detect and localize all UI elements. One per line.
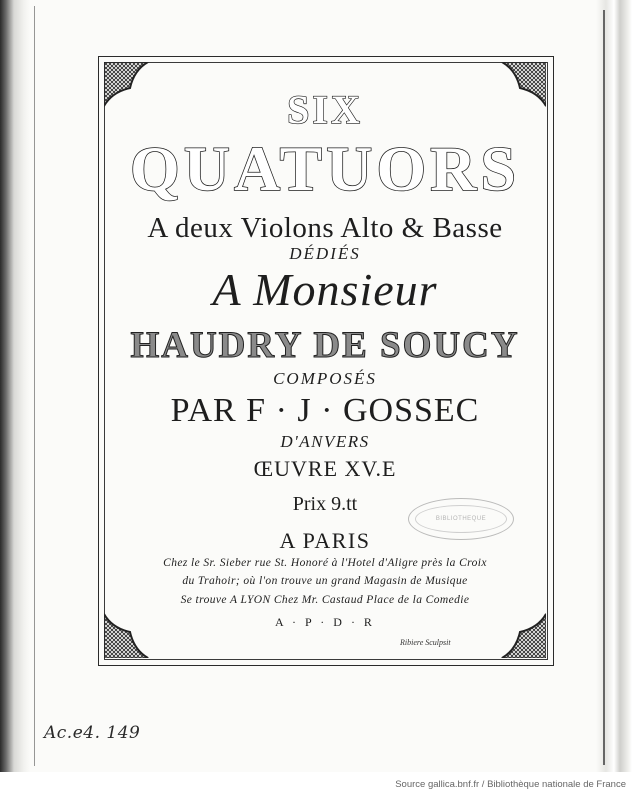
page-fold-line [34, 6, 35, 766]
publisher-address-line-3: Se trouve A LYON Chez Mr. Castaud Place de la Comedie [180, 594, 470, 606]
instrumentation-line: A deux Violons Alto & Basse [147, 212, 503, 244]
publisher-city: A PARIS [279, 528, 371, 553]
library-stamp [408, 498, 514, 540]
price-line: Prix 9.tt [292, 493, 358, 515]
handwritten-shelfmark: Ac.e4. 149 [44, 723, 141, 743]
title-quatuors: QUATUORS [130, 133, 520, 204]
composer-origin: D'ANVERS [280, 432, 370, 451]
title-six: SIX [287, 87, 363, 132]
library-stamp-ring [415, 505, 507, 533]
publisher-address-line-1: Chez le Sr. Sieber rue St. Honoré à l'Hotel d'Aligre près la Croix [163, 557, 487, 569]
library-stamp-text: BIBLIOTHEQUE [435, 516, 487, 522]
dedication-label: DÉDIÉS [289, 244, 361, 263]
composer-name: PAR F · J · GOSSEC [170, 392, 480, 429]
opus-number: ŒUVRE XV.E [253, 456, 397, 481]
dedication-monsieur: A Monsieur [212, 264, 438, 315]
source-credit: Source gallica.bnf.fr / Bibliothèque nationale de France [395, 779, 626, 790]
royal-privilege-mark: A · P · D · R [275, 615, 375, 629]
composed-label: COMPOSÉS [273, 369, 377, 388]
page-stack-edge [596, 0, 632, 772]
page-edge-line [603, 10, 605, 765]
book-binding-edge [0, 0, 30, 772]
engraver-signature: Ribiere Sculpsit [400, 638, 451, 647]
dedicatee-name: HAUDRY DE SOUCY [130, 325, 520, 366]
publisher-address-line-2: du Trahoir; où l'on trouve un grand Magasin de Musique [182, 575, 468, 587]
